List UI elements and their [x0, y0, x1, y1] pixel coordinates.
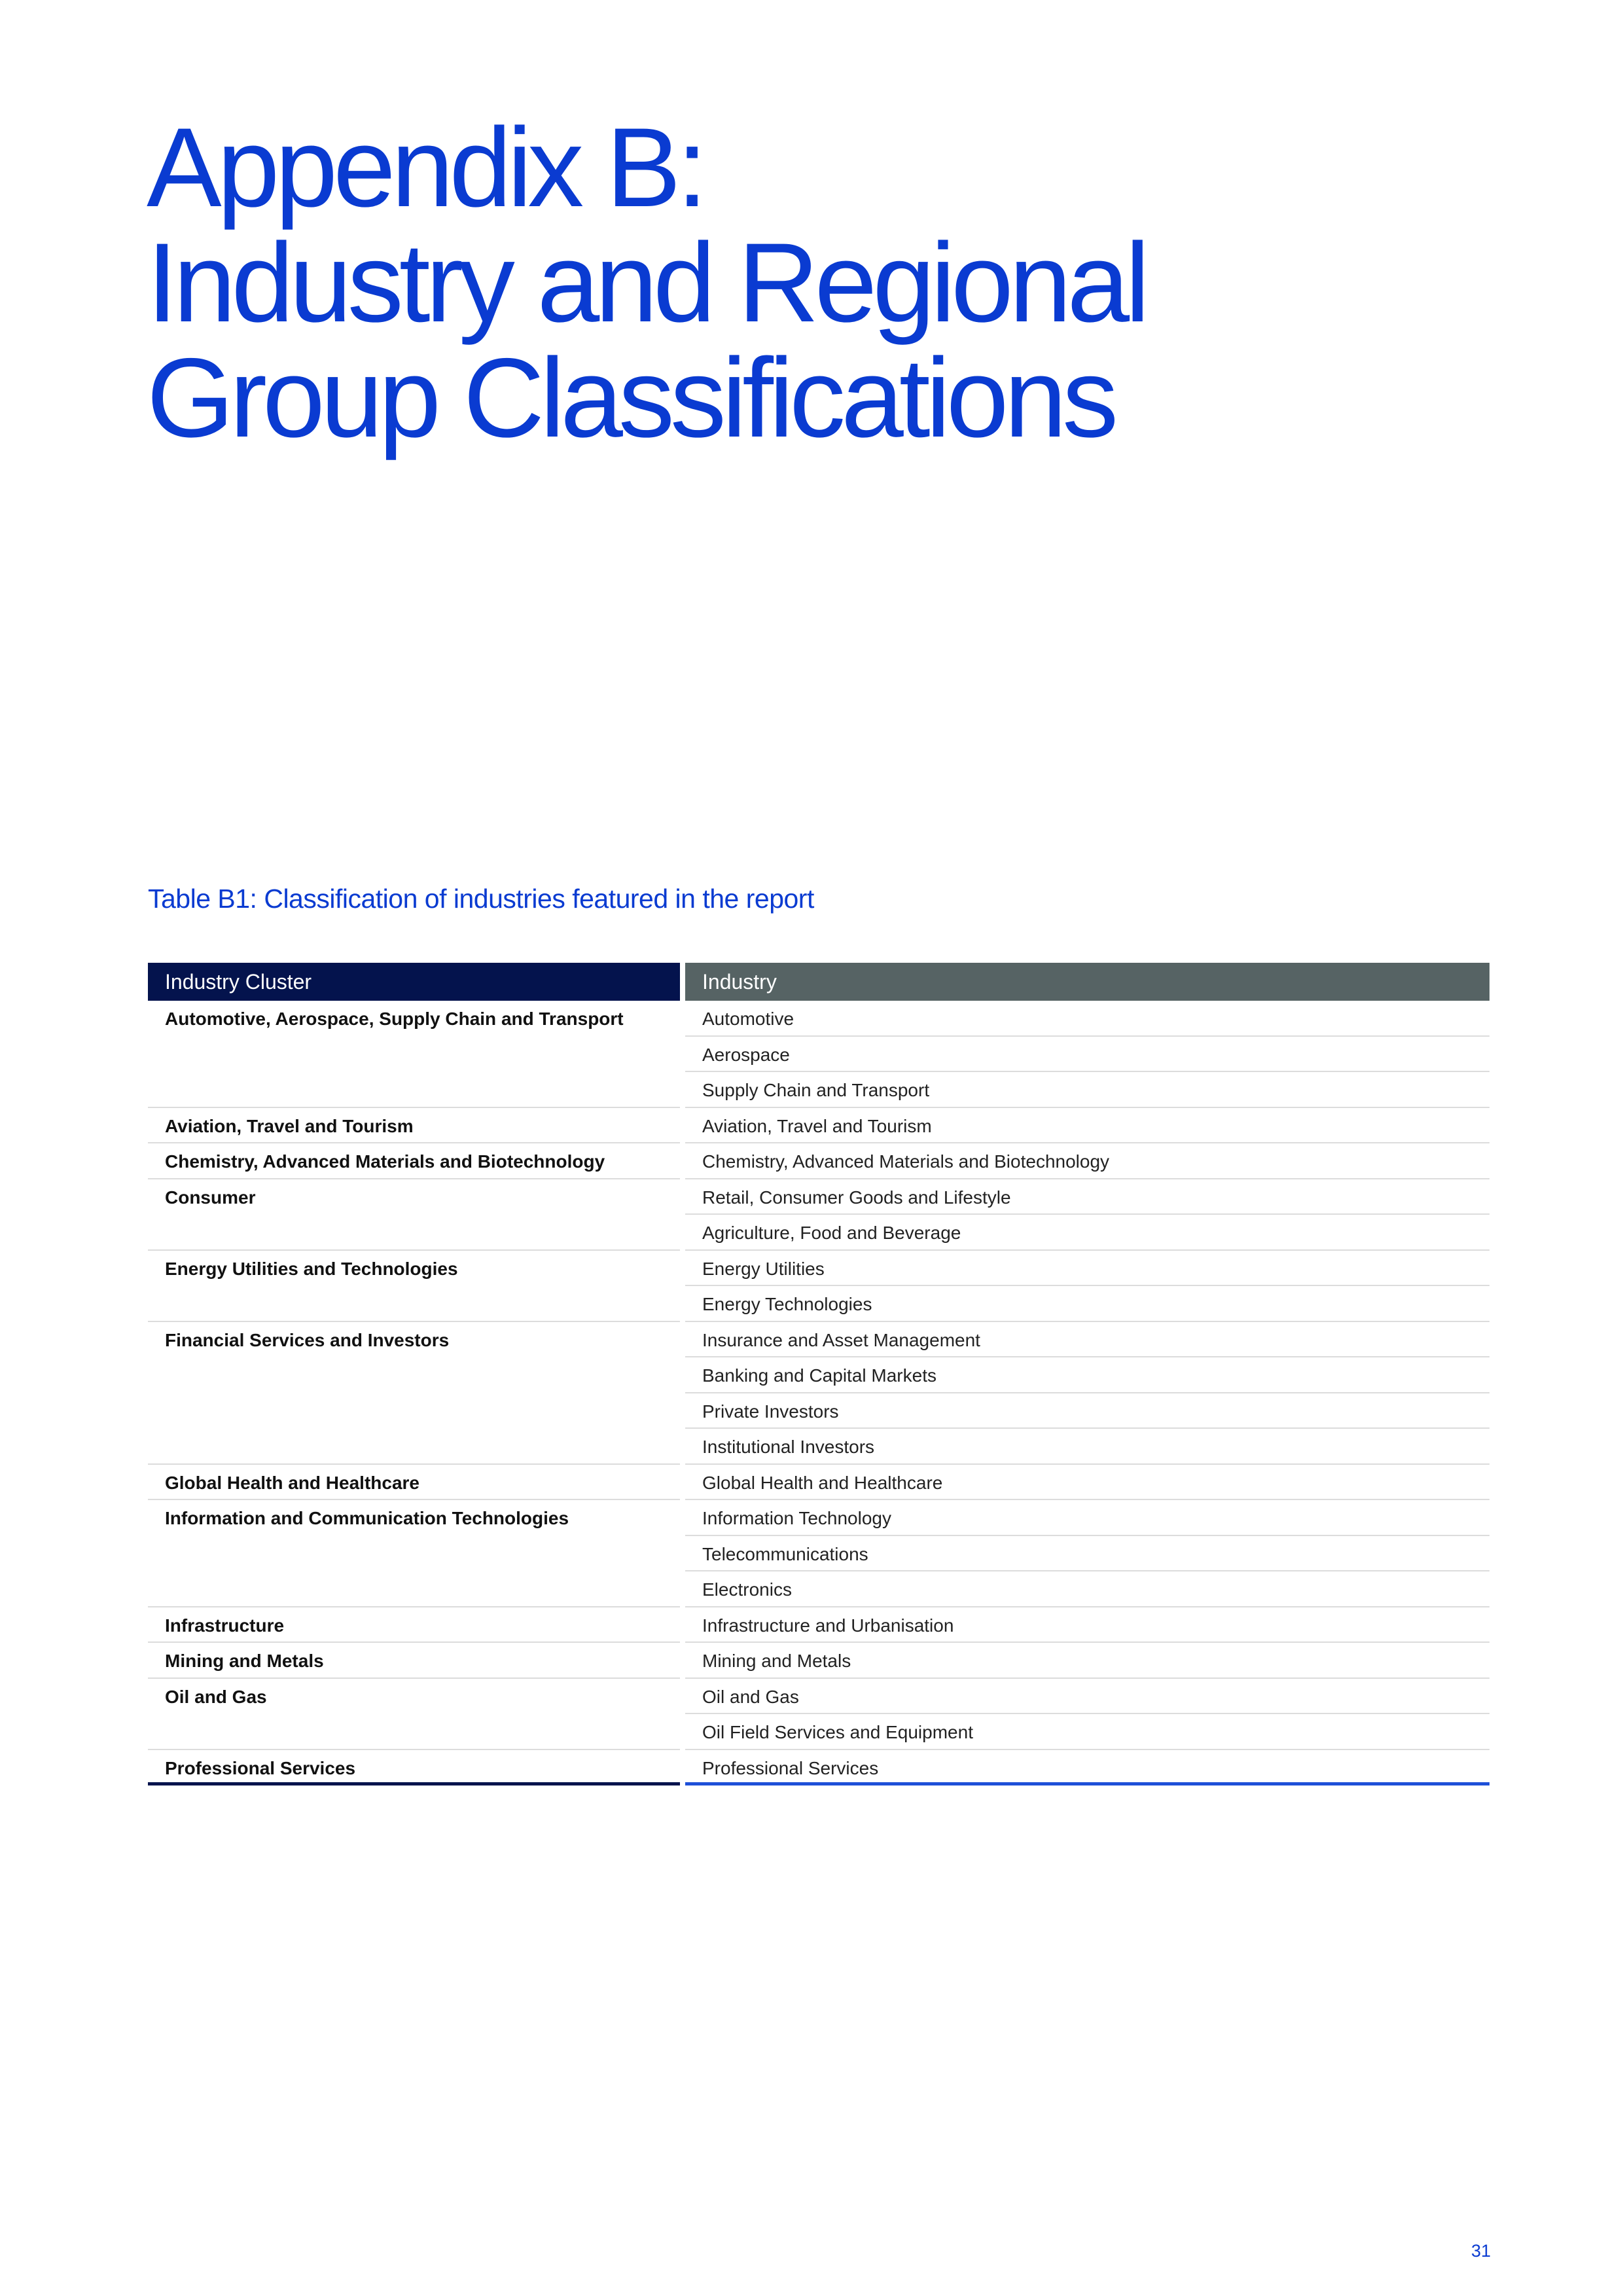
industry-cell: Private Investors	[685, 1393, 1489, 1429]
page-number: 31	[1471, 2241, 1491, 2261]
industry-column	[685, 1001, 1489, 1785]
industry-cell: Information Technology	[685, 1500, 1489, 1536]
industry-cell: Chemistry, Advanced Materials and Biotechnology	[685, 1143, 1489, 1179]
page-title	[147, 105, 1146, 461]
industry-cell: Institutional Investors	[685, 1429, 1489, 1465]
industry-cell: Retail, Consumer Goods and Lifestyle	[685, 1179, 1489, 1215]
industry-cell: Oil Field Services and Equipment	[685, 1714, 1489, 1750]
industry-cell: Oil and Gas	[685, 1679, 1489, 1715]
industry-cell: Electronics	[685, 1571, 1489, 1607]
industry-cell: Mining and Metals	[685, 1643, 1489, 1679]
cluster-cell: Information and Communication Technologies	[148, 1500, 680, 1607]
industry-cell: Aerospace	[685, 1037, 1489, 1073]
cluster-cell: Mining and Metals	[148, 1643, 680, 1679]
cluster-cell: Professional Services	[148, 1750, 680, 1786]
cluster-column	[148, 1001, 680, 1785]
classification-table	[148, 963, 1489, 1785]
header-industry-cluster: Industry Cluster	[148, 963, 680, 1001]
table-caption: Table B1: Classification of industries featured in the report	[148, 884, 814, 914]
industry-cell: Global Health and Healthcare	[685, 1465, 1489, 1501]
industry-cell: Agriculture, Food and Beverage	[685, 1215, 1489, 1251]
cluster-cell: Infrastructure	[148, 1607, 680, 1643]
cluster-cell: Energy Utilities and Technologies	[148, 1251, 680, 1322]
cluster-cell: Consumer	[148, 1179, 680, 1251]
title-line-3: Group Classifications	[147, 335, 1115, 461]
industry-cell: Aviation, Travel and Tourism	[685, 1108, 1489, 1144]
cluster-cell: Oil and Gas	[148, 1679, 680, 1750]
cluster-cell: Chemistry, Advanced Materials and Biotechnology	[148, 1143, 680, 1179]
industry-cell: Infrastructure and Urbanisation	[685, 1607, 1489, 1643]
cluster-cell: Global Health and Healthcare	[148, 1465, 680, 1501]
industry-cell: Automotive	[685, 1001, 1489, 1037]
cluster-cell: Aviation, Travel and Tourism	[148, 1108, 680, 1144]
title-line-1: Appendix B:	[147, 105, 704, 230]
cluster-cell: Financial Services and Investors	[148, 1322, 680, 1465]
cluster-cell: Automotive, Aerospace, Supply Chain and Transport	[148, 1001, 680, 1108]
industry-cell: Supply Chain and Transport	[685, 1072, 1489, 1108]
industry-cell: Professional Services	[685, 1750, 1489, 1786]
industry-cell: Banking and Capital Markets	[685, 1357, 1489, 1393]
industry-cell: Energy Utilities	[685, 1251, 1489, 1287]
industry-cell: Energy Technologies	[685, 1286, 1489, 1322]
title-line-2: Industry and Regional	[147, 220, 1146, 346]
industry-cell: Telecommunications	[685, 1536, 1489, 1572]
header-industry: Industry	[685, 963, 1489, 1001]
industry-cell: Insurance and Asset Management	[685, 1322, 1489, 1358]
